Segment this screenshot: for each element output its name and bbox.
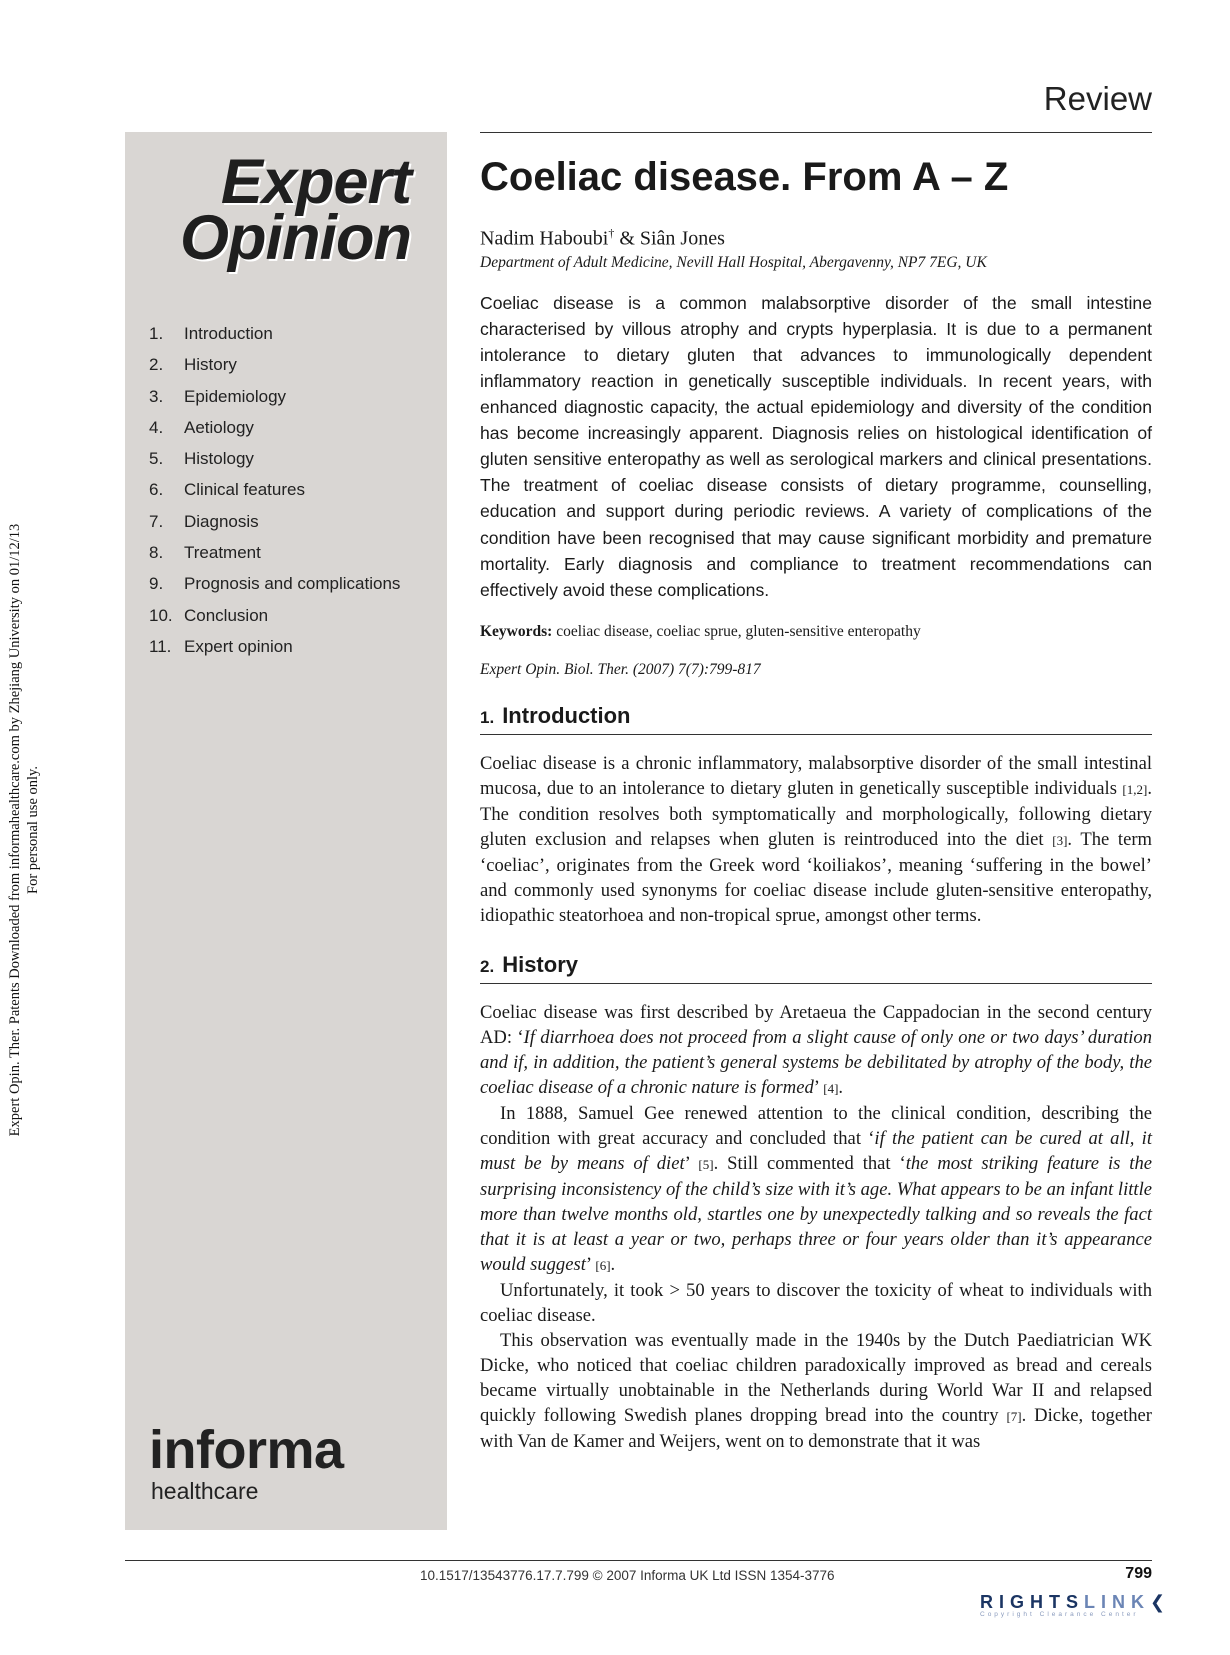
toc-number: 3. (149, 386, 164, 406)
dagger-mark: † (608, 226, 615, 240)
reference-link[interactable]: [1,2] (1122, 781, 1148, 797)
toc-label: Diagnosis (184, 511, 259, 531)
text-run: . The condition resolves both symptomatically and morphologically, following dietary gluten exclusion and relapses when gluten is reintroduced into the diet (480, 777, 1152, 850)
paragraph (480, 1000, 1152, 1101)
journal-logo-line1: Expert (220, 147, 411, 217)
history-body (480, 1000, 1152, 1454)
toc-number: 9. (149, 574, 164, 594)
toc-item-expert-opinion[interactable] (149, 631, 400, 662)
keywords (480, 621, 1152, 643)
toc-item-aetiology[interactable] (149, 412, 400, 443)
toc-label: History (184, 355, 237, 375)
text-run: ’ (813, 1076, 824, 1098)
rightslink-logo[interactable] (980, 1592, 1180, 1630)
rightslink-arrow-icon: ❮ (1150, 1592, 1166, 1612)
reference-link[interactable]: [5] (698, 1156, 714, 1172)
toc-item-treatment[interactable] (149, 537, 400, 568)
keywords-label: Keywords: (480, 622, 553, 640)
paragraph: Unfortunately, it took > 50 years to discover the toxicity of wheat to individuals with coeliac disease. (480, 1279, 1152, 1326)
publisher-subname: healthcare (151, 1478, 259, 1504)
toc-label: Aetiology (184, 417, 254, 437)
toc-item-prognosis[interactable] (149, 568, 400, 599)
rightslink-text-dark: RIGHTS (980, 1592, 1085, 1612)
author-2: & Siân Jones (614, 227, 725, 250)
toc-item-epidemiology[interactable] (149, 381, 400, 412)
toc-item-introduction[interactable] (149, 318, 400, 349)
toc-number: 4. (149, 417, 164, 437)
toc-number: 2. (149, 355, 164, 375)
toc-item-conclusion[interactable] (149, 600, 400, 631)
text-run: Coeliac disease was first described by Aretaeua the Cappadocian in the second century AD: ‘ (480, 1001, 1152, 1048)
keywords-list: coeliac disease, coeliac sprue, gluten-sensitive enteropathy (552, 622, 921, 640)
toc-label: Expert opinion (184, 636, 293, 656)
top-rule (480, 132, 1152, 133)
reference-link[interactable]: [4] (823, 1080, 839, 1096)
toc-label: Prognosis and complications (184, 574, 401, 594)
toc-number: 5. (149, 449, 164, 469)
section-title: Introduction (502, 702, 631, 728)
text-run: ’ (684, 1152, 699, 1174)
paragraph (480, 751, 1152, 928)
text-run: . (610, 1253, 616, 1275)
section-number: 2. (480, 956, 495, 976)
toc-number: 11. (149, 636, 172, 656)
authors (480, 220, 1152, 252)
table-of-contents (149, 318, 400, 662)
toc-item-histology[interactable] (149, 443, 400, 474)
toc-number: 1. (149, 324, 164, 343)
page-number: 799 (1125, 1565, 1152, 1582)
toc-label: Introduction (184, 324, 273, 343)
toc-item-clinical-features[interactable] (149, 474, 400, 505)
text-run: ’ (585, 1253, 596, 1275)
toc-number: 8. (149, 543, 164, 563)
rightslink-text-light: LINK (1084, 1592, 1151, 1612)
reference-link[interactable]: [6] (595, 1257, 611, 1273)
publisher-name: informa (149, 1420, 344, 1480)
author-1: Nadim Haboubi (480, 227, 609, 250)
paragraph (480, 1328, 1152, 1454)
quotation: the most striking feature is the surprising inconsistency of the child’s size with it’s age. What appears to be an infant little more than twelve months old, startles one by unexpectedly talking and so reveals the fact that it is at least a year or two, perhaps three or four years older than it’s appearance would suggest (480, 1152, 1153, 1275)
section-label: Review (1043, 80, 1152, 117)
publisher-logo (149, 1422, 344, 1504)
text-run: Coeliac disease is a chronic inflammatory, malabsorptive disorder of the small intestinal mucosa, due to an intolerance to dietary gluten in genetically susceptible individuals (480, 752, 1152, 799)
article (480, 150, 1152, 1454)
toc-label: Histology (184, 449, 254, 469)
text-run: . Dicke, together with Van de Kamer and Weijers, went on to demonstrate that it was (480, 1404, 1152, 1452)
download-notice (6, 470, 42, 1190)
download-notice-line2: For personal use only. (25, 766, 41, 894)
paragraph (480, 1101, 1152, 1278)
toc-label: Treatment (184, 543, 261, 563)
quotation: If diarrhoea does not proceed from a slight cause of only one or two days’ duration and if, in addition, the patient’s general systems be debilitated by atrophy of the body, the coeliac disease of a chronic nature is formed (480, 1026, 1152, 1098)
quotation: if the patient can be cured at all, it must be by means of diet (480, 1127, 1152, 1174)
reference-link[interactable]: [7] (1006, 1408, 1022, 1424)
sidebar (125, 132, 447, 1530)
doi-line: 10.1517/13543776.17.7.799 © 2007 Informa UK Ltd ISSN 1354-3776 (420, 1568, 835, 1583)
text-run: . Still commented that ‘ (713, 1152, 906, 1174)
section-heading-introduction (480, 701, 1152, 735)
section-title: History (502, 951, 578, 977)
introduction-body (480, 751, 1152, 928)
toc-label: Epidemiology (184, 386, 287, 406)
text-run: In 1888, Samuel Gee renewed attention to the clinical condition, describing the condition with great accuracy and concluded that ‘ (480, 1102, 1152, 1149)
toc-label: Conclusion (184, 605, 269, 625)
reference-link[interactable]: [3] (1052, 832, 1068, 848)
toc-number: 10. (149, 605, 173, 625)
toc-label: Clinical features (184, 480, 305, 500)
section-heading-history (480, 950, 1152, 984)
journal-logo-line2: Opinion (180, 203, 411, 273)
toc-item-diagnosis[interactable] (149, 506, 400, 537)
text-run: This observation was eventually made in the 1940s by the Dutch Paediatrician WK Dicke, who noticed that coeliac children paradoxically improved as bread and cereals became virtually unobtainable in the Netherlands during World War II and relapsed quickly following Swedish planes dropping bread into the country (480, 1329, 1152, 1426)
toc-number: 7. (149, 511, 164, 531)
affiliation: Department of Adult Medicine, Nevill Hall Hospital, Abergavenny, NP7 7EG, UK (480, 253, 987, 271)
download-notice-line1: Expert Opin. Ther. Patents Downloaded from informahealthcare.com by Zhejiang University on 01/12/13 (7, 523, 23, 1137)
bottom-rule (125, 1560, 1152, 1561)
section-number: 1. (480, 707, 495, 727)
article-title: Coeliac disease. From A – Z (480, 155, 1009, 199)
toc-number: 6. (149, 480, 164, 500)
text-run: . The term ‘coeliac’, originates from the Greek word ‘koiliakos’, meaning ‘suffering in the bowel’ and commonly used synonyms for coeliac disease include gluten-sensitive enteropathy, idiopathic steatorhoea and non-tropical sprue, amongst other terms. (480, 828, 1152, 926)
toc-item-history[interactable] (149, 349, 400, 380)
abstract: Coeliac disease is a common malabsorptive disorder of the small intestine characterised by villous atrophy and crypts hyperplasia. It is due to a permanent intolerance to dietary gluten that advances to immunologically dependent inflammatory reaction in genetically susceptible individuals. In recent years, with enhanced diagnostic capacity, the actual epidemiology and diversity of the condition has become increasingly apparent. Diagnosis relies on histological identification of gluten sensitive enteropathy as well as serological markers and clinical presentations. The treatment of coeliac disease consists of dietary programme, counselling, education and support during periodic reviews. A variety of complications of the condition have been recognised that may cause significant morbidity and premature mortality. Early diagnosis and compliance to treatment recommendations can effectively avoid these complications. (480, 292, 1152, 600)
journal-logo (180, 147, 411, 273)
citation: Expert Opin. Biol. Ther. (2007) 7(7):799-817 (480, 660, 761, 678)
rightslink-subtitle: Copyright Clearance Center (980, 1611, 1139, 1618)
text-run: . (838, 1076, 844, 1098)
